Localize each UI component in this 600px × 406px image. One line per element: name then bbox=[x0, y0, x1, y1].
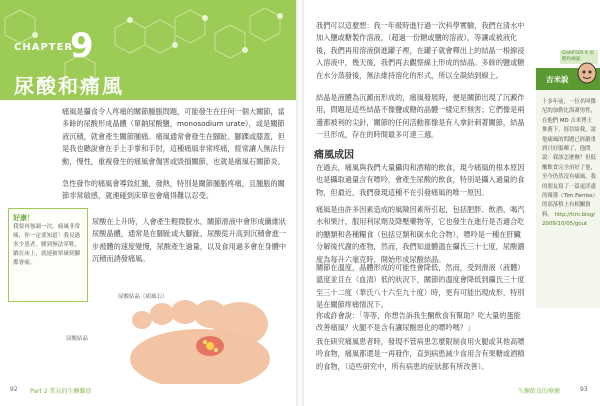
book-gutter bbox=[296, 0, 304, 406]
running-head: Part 2 常見的生酮難症 bbox=[30, 388, 92, 395]
paragraph: 尿酸在上升時，人會產生輕微脫水，關節滑液中會形成纖維狀尿酸晶體，通常是在腳趾或大腳趾，尿酸從升高到沉積會進一步被體的速度變慢，尿酸產生過量，以及食用過多會在身體中沉積而誘發痛風。 bbox=[92, 217, 287, 264]
paragraph: 你或許會說：「等等，你想告訴我生酮飲食有幫助？吃大量的蛋能改善痛風？火腿不是含有讓尿酸惡化的嘌呤嗎？」 bbox=[316, 311, 521, 333]
sidebar-name: 吉米說 bbox=[546, 75, 569, 84]
paragraph: 關節在溫度，晶體形成的可能性會降低，然而，受到滑液（液體）溫度並且在（血清）低的狀況下，關節的溫度會降低到攝氏三十度至三十二度（華氏八十六至九十度）時，更有可能出現成形，特別是在關節疼痛情況下。 bbox=[316, 263, 525, 310]
running-head: 生酮飲食的療癒 bbox=[518, 388, 561, 395]
chapter-label: CHAPTER bbox=[14, 42, 74, 53]
tip-text: 我要再強調一次，痛風非常痛，你一定要知道！我見過多少患者，腫到無法穿鞋，躺在床上，就連被單碰到腳都會痛。 bbox=[13, 224, 81, 266]
sidebar-text: 十多年前，一位名叫傑尼的加勒比海裔男性，在他們 MD 吉米博士推薦下，寫信給我，說他痛風的問題已經嚴重到只好服藥了，他問說：我該怎麼辦？但低醣飲食完全治好了他，至今仍然沒有痛風。我的朋友寫了一篇更詳盡的報導（Tim Ferriss）的部落格上有相關資料。 http://tim.blog/2009/10/05/gout bbox=[542, 99, 596, 228]
right-page bbox=[304, 0, 600, 406]
figure-label: 尿酸結晶（痛風石） bbox=[118, 294, 168, 300]
paragraph: 我們可以這麼想：我一年級時進行過一次科學實驗，我們在清水中加入鹽或糖製作溶液，（超過一份糖或鹽的溶液），等讓或被液化後，我們再用溶液倒進罐子裡，在罐子就會釋出上的結晶一根線浸入溶液中，幾天後，我們再去觀察線上形成的結晶。多餘的鹽或糖在水分蒸發後，無法維持溶化的形式，所以全凝結到線上。 bbox=[316, 21, 525, 80]
sidebar-jimmy bbox=[536, 68, 600, 308]
chapter-header bbox=[0, 0, 296, 100]
tip-box bbox=[8, 208, 88, 302]
sidebar-link[interactable]: http://tim.blog/2009/10/05/gout bbox=[542, 211, 596, 228]
paragraph: 痛風是攝食令人疼痛的關節腫脹問題，可能發生在任何一個大關節，當多餘的尿酸形成晶體（單鈉尿酸鹽，monosodium urate），或是關節液沉積，就會產生關節腫痛。痛風通常會發生在腳趾、腳踝或膝蓋，但是我也聽說會在手上手掌和手肘，這種痛風非常疼痛，經常讓人無法行動，慢性，重複發生的痛風會傷害或毀損關節，也就是痛風石關節炎。 bbox=[62, 107, 285, 166]
page-number: 93 bbox=[580, 386, 588, 393]
section-heading: 痛風成因 bbox=[314, 150, 354, 161]
paragraph: 結晶是液體為沉澱而形成的，痛風發展時，便是關節出現了沉澱作用，問題是這些結晶不像鹽或糖的晶體一樣定形無害；它們像是兩邊都被利的尖針，關節的任何活動都像是有人拿針刺著關節，結晶一旦形成，存在的時間最多可達三週。 bbox=[316, 93, 525, 140]
left-page bbox=[0, 0, 296, 406]
paragraph: 痛風是由許多因素造成的風險因素所引起，包括肥胖、飲酒、喝汽水和果汁，服用利尿劑及降壓藥物等，它也發生在進行是否適合吃的醣類和各種糧食（包括豆類和碳水化合物），嘌呤是一種在肝臟分解後代謝的產物，然而，我們知道體溫在攝氏三十七度，尿酸濃度為每升六毫克時，開始形成尿酸結晶。 bbox=[316, 205, 525, 264]
avatar bbox=[576, 60, 598, 84]
page-number: 92 bbox=[10, 386, 18, 393]
paragraph: 急性發作的痛風會導致紅腫，發熱，特別是關節腫脹疼痛，且腫脹的關節非常敏感，就連碰到床單也會痛得難以忍受。 bbox=[62, 179, 285, 201]
figure-label: 尿酸結晶 bbox=[66, 336, 89, 342]
chapter-tab-text: CHAPTER 9 尿酸和痛風 bbox=[562, 51, 594, 62]
chapter-number: 9 bbox=[70, 26, 94, 66]
paragraph: 我在研究痛風患者時，發現不管病患怎麼限制食用火腿或其他高嘌呤食物，痛風都還是一再發作，直到病患減少食用含有果糖或酒精的食物，（這些研究中，所有病患的症狀都有所改善）。 bbox=[316, 337, 525, 371]
paragraph: 在過去，痛風與我們大量攝肉和酒精的飲食，現今痛風的根本原因也是攝取過量含有嘌呤，會產生尿酸的飲食，特別是攝入過量的食物，但最近，我們發現這種不在引發痛風的唯一原因。 bbox=[316, 163, 525, 197]
chapter-title: 尿酸和痛風 bbox=[14, 74, 124, 98]
tip-heading: 好康！ bbox=[13, 214, 34, 222]
